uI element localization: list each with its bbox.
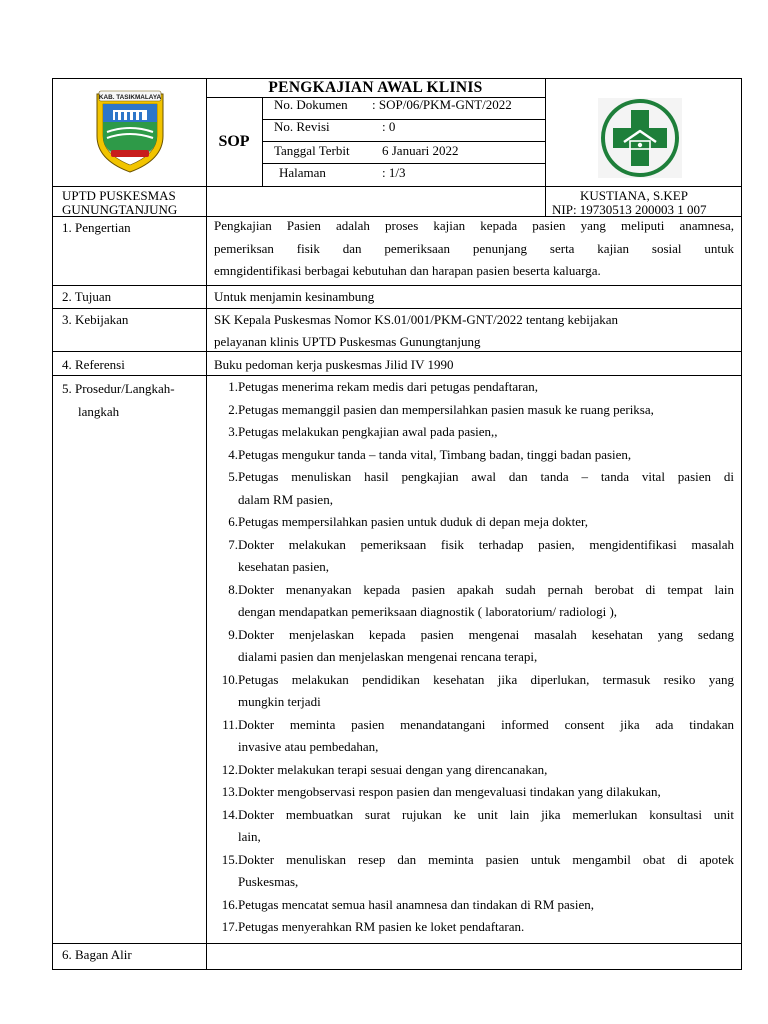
tujuan-text: Untuk menjamin kesinambung [214, 289, 375, 304]
procedure-step-line: Petugas mempersilahkan pasien untuk duduk di depan meja dokter, [238, 514, 589, 529]
meta-value-no-dokumen: : SOP/06/PKM-GNT/2022 [372, 97, 512, 112]
procedure-step-line: Petugas menyerahkan RM pasien ke loket pendaftaran. [238, 919, 525, 934]
meta-label-no-dokumen: No. Dokumen [274, 97, 348, 112]
label-referensi: 4. Referensi [62, 357, 125, 372]
procedure-step-text [238, 421, 734, 444]
body-column-divider [206, 216, 207, 970]
procedure-step-line: Dokter mengobservasi respon pasien dan mengevaluasi tindakan yang dilakukan, [238, 784, 661, 799]
procedure-step [214, 511, 734, 534]
procedure-step [214, 781, 734, 804]
procedure-step [214, 466, 734, 511]
procedure-step-line: dengan mendapatkan pemeriksaan diagnostik ( laboratorium/ radiologi ), [238, 604, 618, 619]
procedure-step-number: 2. [228, 401, 238, 417]
procedure-step-line: Dokter menuliskan resep dan meminta pasien untuk mengambil obat di apotek [238, 851, 734, 867]
procedure-step-line: Petugas menuliskan hasil pengkajian awal dan tanda – tanda vital pasien di [238, 469, 734, 484]
procedure-step-line: dialami pasien dan menjelaskan mengenai rencana terapi, [238, 649, 538, 664]
pengertian-text [214, 215, 734, 283]
procedure-step [214, 376, 734, 399]
procedure-step [214, 624, 734, 669]
procedure-step-line: Petugas melakukan pengkajian awal pada pasien,, [238, 424, 498, 439]
signer-nip: NIP: 19730513 200003 1 007 [552, 202, 707, 217]
pengertian-line-1: Pengkajian Pasien adalah proses kajian kepada pasien yang meliputi anamnesa, [214, 218, 734, 233]
procedure-step-text [238, 781, 734, 804]
procedure-step-number: 10. [221, 671, 238, 687]
procedure-step [214, 849, 734, 894]
procedure-step-text [238, 444, 734, 467]
procedure-step-line: invasive atau pembedahan, [238, 739, 379, 754]
procedure-step-line: dalam RM pasien, [238, 491, 333, 507]
row-line-kebijakan [52, 351, 742, 352]
label-kebijakan: 3. Kebijakan [62, 312, 129, 327]
org-row-divider-right [545, 186, 546, 216]
org-row-divider-left [206, 186, 207, 216]
procedure-step-line: Petugas menerima rekam medis dari petugas pendaftaran, [238, 379, 538, 394]
label-prosedur-line2: langkah [78, 404, 120, 419]
procedure-step [214, 534, 734, 579]
sop-label: SOP [218, 132, 250, 150]
procedure-step-line: Petugas memanggil pasien dan mempersilahkan pasien masuk ke ruang periksa, [238, 401, 654, 417]
procedure-step-number: 15. [221, 851, 238, 867]
procedure-step-line: kesehatan pasien, [238, 559, 329, 574]
meta-row-line-3 [262, 163, 545, 164]
procedure-step-number: 13. [221, 784, 238, 799]
procedure-step-number: 4. [228, 446, 238, 462]
meta-value-halaman: : 1/3 [382, 165, 406, 180]
procedure-step-text [238, 511, 734, 534]
procedure-step-number: 12. [221, 761, 238, 777]
procedure-step [214, 894, 734, 917]
pengertian-line-2: pemeriksan fisik dan pemeriksaan penunjang serta kajian sosial untuk [214, 240, 734, 256]
procedure-step-number: 5. [228, 469, 238, 484]
meta-value-tanggal-terbit: 6 Januari 2022 [382, 143, 459, 158]
org-name-line2: GUNUNGTANJUNG [62, 202, 178, 217]
procedure-step-number: 11. [222, 716, 238, 732]
procedure-step-text [238, 849, 734, 894]
procedure-step [214, 916, 734, 939]
org-name-line1: UPTD PUSKESMAS [62, 188, 176, 203]
procedure-step-text [238, 894, 734, 917]
procedure-step-line: lain, [238, 829, 261, 844]
procedure-step-line: Dokter meminta pasien menandatangani informed consent jika ada tindakan [238, 716, 734, 732]
procedure-step-text [238, 669, 734, 714]
procedure-step-line: Dokter melakukan pemeriksaan fisik terhadap pasien, mengidentifikasi masalah [238, 536, 734, 552]
meta-label-tanggal-terbit: Tanggal Terbit [274, 143, 350, 158]
procedure-step [214, 444, 734, 467]
puskesmas-logo [598, 98, 682, 178]
kabupaten-tasikmalaya-logo [87, 88, 173, 176]
procedure-step-number: 8. [228, 581, 238, 597]
procedure-step-number: 14. [221, 806, 238, 822]
signer-name: KUSTIANA, S.KEP [580, 188, 688, 203]
procedure-step-line: Petugas mengukur tanda – tanda vital, Timbang badan, tinggi badan pasien, [238, 446, 632, 462]
procedure-step-line: Dokter membuatkan surat rujukan ke unit lain jika memerlukan konsultasi unit [238, 806, 734, 822]
procedure-step-number: 9. [228, 626, 238, 642]
procedure-step-text [238, 466, 734, 511]
label-bagan-alir: 6. Bagan Alir [62, 947, 132, 962]
procedure-step-text [238, 804, 734, 849]
procedure-step [214, 421, 734, 444]
header-bottom-line [52, 186, 742, 187]
row-line-pengertian [52, 285, 742, 286]
procedure-step-line: mungkin terjadi [238, 694, 321, 709]
document-title: PENGKAJIAN AWAL KLINIS [268, 79, 483, 96]
procedure-step-line: Dokter menjelaskan kepada pasien mengenai masalah kesehatan yang sedang [238, 626, 734, 642]
meta-label-halaman: Halaman [279, 165, 326, 180]
procedure-step-number: 1. [228, 379, 238, 394]
procedure-step-text [238, 376, 734, 399]
procedure-step-text [238, 714, 734, 759]
procedure-step-number: 16. [221, 896, 238, 912]
meta-value-no-revisi: : 0 [382, 119, 396, 134]
procedure-step-text [238, 579, 734, 624]
procedure-step-text [238, 624, 734, 669]
procedure-step-line: Dokter menanyakan kepada pasien apakah sudah pernah berobat di tempat lain [238, 581, 734, 597]
procedure-step-line: Dokter melakukan terapi sesuai dengan yang direncanakan, [238, 761, 548, 777]
procedure-step-line: Petugas melakukan pendidikan kesehatan jika diperlukan, termasuk resiko yang [238, 671, 734, 687]
procedure-step [214, 579, 734, 624]
procedure-step [214, 804, 734, 849]
row-line-prosedur [52, 943, 742, 944]
referensi-text: Buku pedoman kerja puskesmas Jilid IV 1990 [214, 357, 454, 372]
kebijakan-line-1: SK Kepala Puskesmas Nomor KS.01/001/PKM-GNT/2022 tentang kebijakan [214, 312, 619, 327]
procedure-step-number: 3. [228, 424, 238, 439]
procedure-step-line: Puskesmas, [238, 874, 299, 889]
header-divider-right [545, 78, 546, 186]
meta-label-no-revisi: No. Revisi [274, 119, 330, 134]
meta-row-line-2 [262, 141, 545, 142]
procedure-step-text [238, 399, 734, 422]
kebijakan-line-2: pelayanan klinis UPTD Puskesmas Gunungtanjung [214, 334, 481, 349]
procedure-step-number: 7. [228, 536, 238, 552]
svg-text:KAB. TASIKMALAYA: KAB. TASIKMALAYA [98, 94, 162, 101]
procedure-step-text [238, 534, 734, 579]
procedure-step-text [238, 759, 734, 782]
procedure-step-number: 17. [221, 919, 238, 934]
label-pengertian: 1. Pengertian [62, 220, 131, 235]
label-prosedur-line1: 5. Prosedur/Langkah- [62, 381, 175, 396]
procedure-step [214, 669, 734, 714]
pengertian-line-3: emngidentifikasi berbagai kebutuhan dan harapan pasien beserta kaluarga. [214, 263, 601, 278]
procedure-step-text [238, 916, 734, 939]
procedure-step [214, 399, 734, 422]
row-line-tujuan [52, 308, 742, 309]
procedure-step [214, 759, 734, 782]
procedure-step-number: 6. [228, 514, 238, 529]
label-tujuan: 2. Tujuan [62, 289, 112, 304]
procedure-step-line: Petugas mencatat semua hasil anamnesa dan tindakan di RM pasien, [238, 896, 594, 912]
procedure-step [214, 714, 734, 759]
